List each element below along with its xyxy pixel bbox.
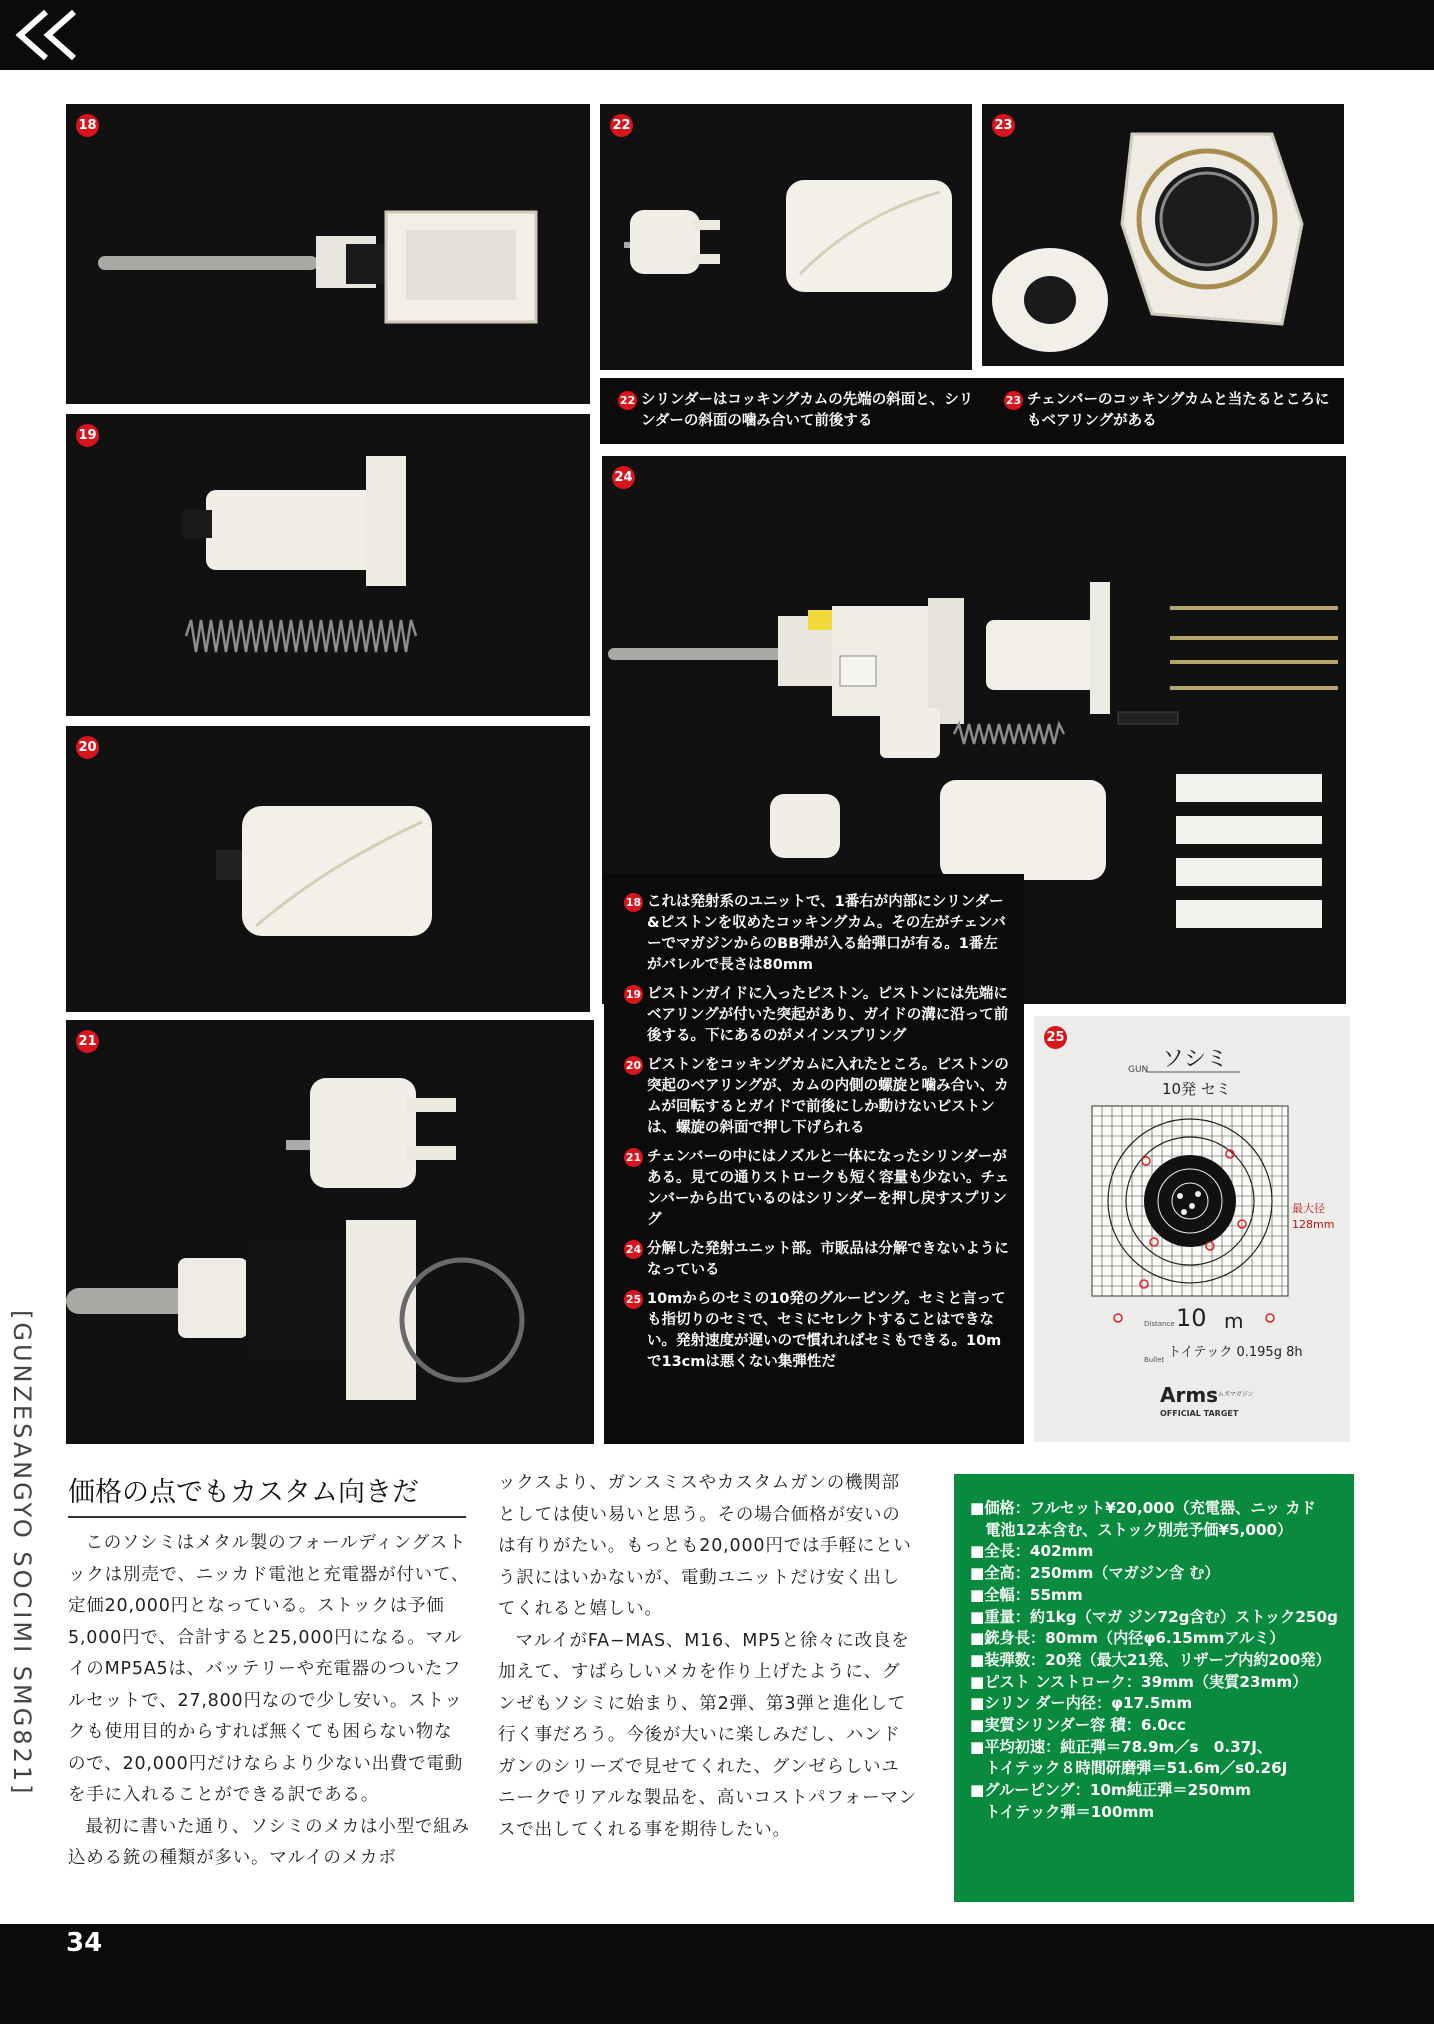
spec-line: ■シリン ダー内径：φ17.5mm (970, 1694, 1193, 1713)
caption-19 (624, 984, 1010, 1047)
photo-21 (66, 1020, 594, 1444)
target-distance-unit: m (1224, 1309, 1244, 1333)
cylinder-parts-image (600, 104, 972, 370)
photo-23 (982, 104, 1344, 366)
side-label (8, 1310, 48, 1910)
spec-box (954, 1474, 1354, 1902)
article-headline: 価格の点でもカスタム向きだ (68, 1477, 419, 1508)
target-logo-sub: アームズマガジン (1206, 1391, 1254, 1398)
caption-20 (624, 1055, 1010, 1139)
photo-19 (66, 414, 590, 716)
paper-target-image (1034, 1016, 1350, 1442)
caption-text: 分解した発射ユニット部。市販品は分解できないようになっている (647, 1241, 1009, 1278)
photo-number: 24 (612, 466, 635, 489)
spec-line: ■全高：250mm（マガジン含 む） (970, 1564, 1220, 1583)
caption-18 (624, 892, 1010, 976)
spec-line: トイテック８時間研磨弾＝51.6m／s0.26J (970, 1759, 1288, 1778)
photo-number: 18 (76, 114, 99, 137)
caption-text: ピストンをコッキングカムに入れたところ。ピストンの突起のベアリングが、カムの内側の螺旋と噛み合い、カムが回転するとガイドで前後にしか動けないピストンは、螺旋の斜面で押し下げられる (647, 1057, 1009, 1136)
photo-18 (66, 104, 590, 404)
double-chevron-left-icon[interactable] (12, 6, 90, 64)
chamber-bearing-image (982, 104, 1344, 366)
caption-text: 10mからのセミの10発のグルーピング。セミと言っても指切りのセミで、セミにセレクトすることはできない。発射速度が遅いので慣れればセミもできる。10mで13cmは悪くない集弾性だ (647, 1291, 1006, 1370)
spec-line: ■価格：フルセット¥20,000（充電器、ニッ カド (970, 1499, 1316, 1517)
target-logo: Arms (1160, 1383, 1219, 1407)
caption-box-main (604, 874, 1024, 1444)
piston-in-cocking-cam-image (66, 726, 590, 1012)
side-label-text: [GUNZESANGYO SOCIMI SMG821] (8, 1310, 36, 1797)
photo-22 (600, 104, 972, 370)
caption-25 (624, 1289, 1010, 1373)
spec-line: ■全長：402mm (970, 1542, 1094, 1561)
target-spread-note-2: 128mm (1292, 1218, 1335, 1231)
spec-line: ■全幅：55mm (970, 1585, 1083, 1604)
photo-number: 22 (610, 114, 633, 137)
spec-line: 電池12本含む、ストック別売予価¥5,000） (970, 1520, 1293, 1539)
article-paragraph: マルイがFA−MAS、M16、MP5と徐々に改良を加えて、すばらしいメカを作り上げたように、グンゼもソシミに始まり、第2弾、第3弾と進化して行く事だろう。今後が大いに楽しみだし、ハンドガンのシリーズで見せてくれた、グンゼらしいユニークでリアルな製品を、高いコストパフォーマンスで出してくれる事を期待したい。 (498, 1630, 917, 1840)
article-paragraph: このソシミはメタル製のフォールディングストックは別売で、ニッカド電池と充電器が付いて、定価20,000円となっている。ストックは予価5,000円で、合計すると25,000円になる。マルイのMP5A5は、バッテリーや充電器のついたフルセットで、27,800円なので少し安い。ストックも使用目的からすれば無くても困らない物なので、20,000円だけならより少ない出費で電動を手に入れることができる訳である。 (68, 1533, 470, 1805)
caption-24 (624, 1239, 1010, 1281)
caption-number: 23 (1004, 391, 1023, 410)
caption-21 (624, 1147, 1010, 1231)
caption-number: 21 (624, 1148, 643, 1167)
photo-25 (1034, 1016, 1350, 1442)
page-number: 34 (66, 1928, 103, 1958)
caption-22 (618, 390, 978, 432)
target-spread-note-1: 最大径 (1292, 1202, 1325, 1215)
spec-line: ■重量：約1kg（マガ ジン72g含む）ストック250g (970, 1607, 1338, 1626)
caption-text: シリンダーはコッキングカムの先端の斜面と、シリンダーの斜面の噛み合いて前後する (641, 392, 974, 429)
spec-line: ■銃身長：80mm（内径φ6.15mmアルミ） (970, 1629, 1285, 1648)
spec-line: ■実質シリンダー容 積：6.0cc (970, 1716, 1186, 1735)
caption-number: 22 (618, 391, 637, 410)
caption-text: チェンバーの中にはノズルと一体になったシリンダーがある。見ての通りストロークも短く容量も少ない。チェンバーから出ているのはシリンダーを押し戻すスプリング (647, 1149, 1010, 1228)
target-gun-label: GUN (1128, 1065, 1149, 1075)
photo-number: 20 (76, 736, 99, 759)
caption-box-top (600, 378, 1344, 444)
target-shots: 10発 セミ (1162, 1080, 1231, 1098)
article-paragraph: 最初に書いた通り、ソシミのメカは小型で組み込める銃の種類が多い。マルイのメカボ (68, 1816, 470, 1868)
top-bar (0, 0, 1434, 70)
spec-line: ■ピスト ンストローク：39mm（実質23mm） (970, 1672, 1308, 1691)
caption-text: これは発射系のユニットで、1番右が内部にシリンダー&ピストンを収めたコッキングカム。その左がチェンバーでマガジンからのBB弾が入る給弾口が有る。1番左がバレルで長さは80mm (647, 894, 1006, 973)
caption-number: 24 (624, 1240, 643, 1259)
spec-line: ■装弾数：20発（最大21発、リザーブ内約200発） (970, 1650, 1331, 1669)
caption-number: 25 (624, 1290, 643, 1309)
photo-20 (66, 726, 590, 1012)
target-bullet: トイテック 0.195g 8h (1168, 1345, 1303, 1360)
article-column-1 (68, 1528, 470, 1875)
target-bullet-label: Bullet (1144, 1356, 1165, 1364)
caption-23 (1004, 390, 1334, 432)
chamber-cylinder-image (66, 1020, 594, 1444)
spec-line: ■グルーピング：10m純正弾＝250mm (970, 1781, 1251, 1800)
photo-number: 19 (76, 424, 99, 447)
photo-number: 23 (992, 114, 1015, 137)
caption-text: チェンバーのコッキングカムと当たるところにもベアリングがある (1027, 392, 1330, 429)
caption-number: 20 (624, 1056, 643, 1075)
target-distance-label: Distance (1144, 1320, 1175, 1328)
caption-text: ピストンガイドに入ったピストン。ピストンには先端にベアリングが付いた突起があり、ガイドの溝に沿って前後する。下にあるのがメインスプリング (647, 986, 1009, 1044)
caption-number: 18 (624, 893, 643, 912)
firing-unit-assembly-image (66, 104, 590, 404)
target-logo-caption: OFFICIAL TARGET (1160, 1409, 1239, 1418)
article-paragraph: ックスより、ガンスミスやカスタムガンの機関部としては使い易いと思う。その場合価格が安いのは有りがたい。もっとも20,000円では手軽にという訳にはいかないが、電動ユニットだけ安く出してくれると嬉しい。 (498, 1473, 912, 1619)
piston-guide-and-spring-image (66, 414, 590, 716)
photo-number: 25 (1044, 1026, 1067, 1049)
spec-line: トイテック弾＝100mm (970, 1802, 1155, 1821)
photo-number: 21 (76, 1030, 99, 1053)
target-gun-name: ソシミ (1162, 1047, 1229, 1072)
bottom-bar (0, 1924, 1434, 2024)
target-distance: 10 (1176, 1304, 1207, 1332)
spec-line: ■平均初速：純正弾＝78.9m／s 0.37J、 (970, 1737, 1273, 1756)
caption-number: 19 (624, 985, 643, 1004)
article-column-2 (498, 1468, 918, 1846)
headline-rule (68, 1516, 466, 1518)
